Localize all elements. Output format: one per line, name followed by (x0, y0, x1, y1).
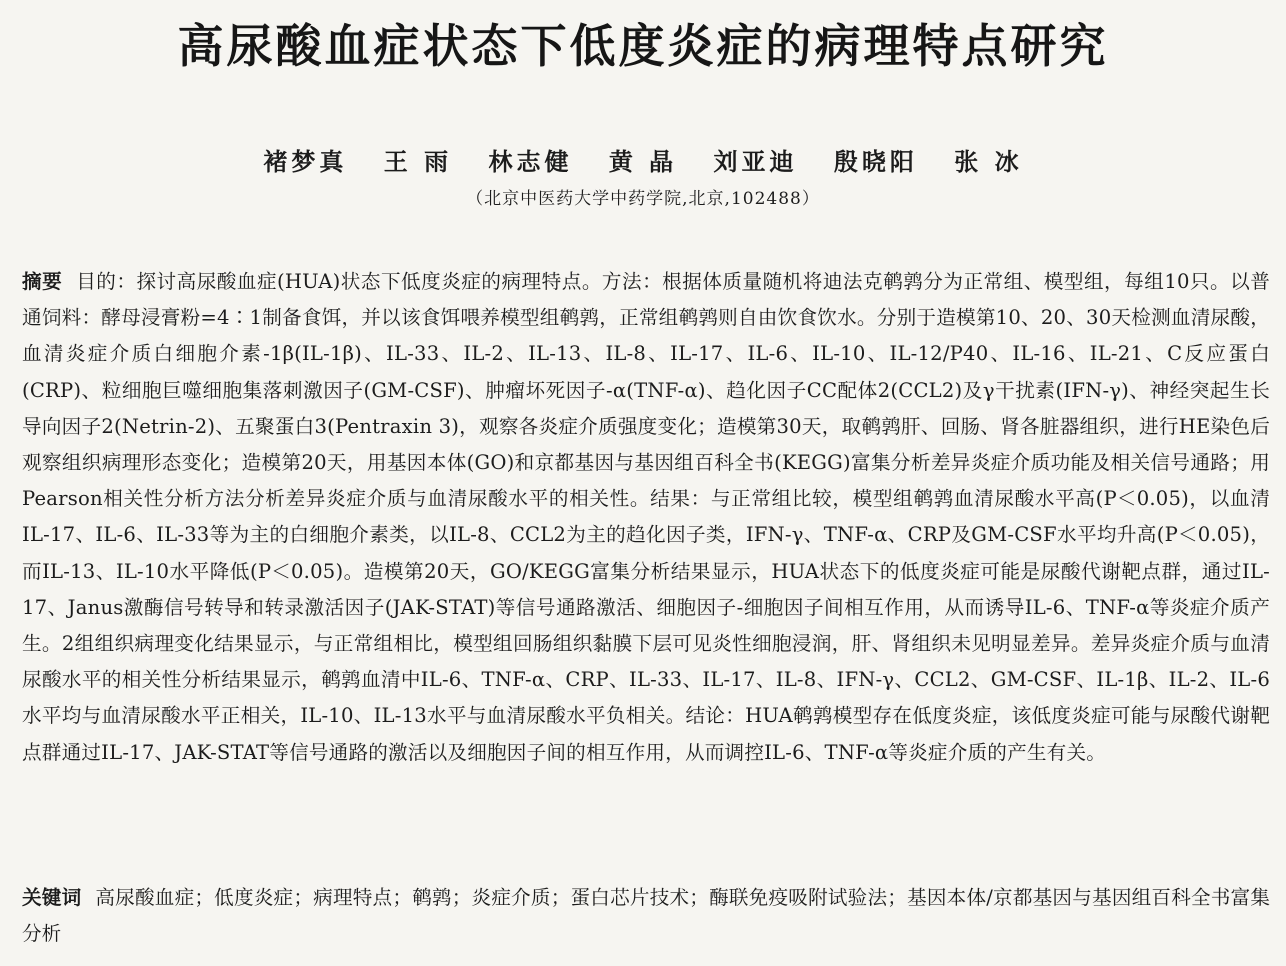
author-name: 张 冰 (954, 147, 1023, 176)
paper-title: 高尿酸血症状态下低度炎症的病理特点研究 (177, 19, 1109, 73)
author-name: 王 雨 (383, 147, 453, 176)
affiliation: （北京中医药大学中药学院,北京,102488） (466, 189, 820, 209)
keywords-label: 关键词 (22, 886, 82, 909)
author-name: 殷晓阳 (833, 147, 918, 176)
abstract-label: 摘要 (22, 270, 63, 293)
author-name: 黄 晶 (608, 147, 678, 176)
keywords (22, 880, 1270, 952)
author-name: 褚梦真 (263, 147, 348, 176)
author-name: 刘亚迪 (713, 147, 798, 176)
abstract-text: 目的：探讨高尿酸血症(HUA)状态下低度炎症的病理特点。方法：根据体质量随机将迪法克鹌鹑分为正常组、模型组，每组10只。以普通饲料：酵母浸膏粉=4∶1制备食饵，并以该食饵喂养模型组鹌鹑，正常组鹌鹑则自由饮食饮水。分别于造模第10、20、30天检测血清尿酸，血清炎症介质白细胞介素-1β(IL-1β)、IL-33、IL-2、IL-13、IL-8、IL-17、IL-6、IL-10、IL-12/P40、IL-16、IL-21、C反应蛋白(CRP)、粒细胞巨噬细胞集落刺激因子(GM-CSF)、肿瘤坏死因子-α(TNF-α)、趋化因子CC配体2(CCL2)及γ干扰素(IFN-γ)、神经突起生长导向因子2(Netrin-2)、五聚蛋白3(Pentraxin 3)，观察各炎症介质强度变化；造模第30天，取鹌鹑肝、回肠、肾各脏器组织，进行HE染色后观察组织病理形态变化；造模第20天，用基因本体(GO)和京都基因与基因组百科全书(KEGG)富集分析差异炎症介质功能及相关信号通路；用Pearson相关性分析方法分析差异炎症介质与血清尿酸水平的相关性。结果：与正常组比较，模型组鹌鹑血清尿酸水平高(P＜0.05)，以血清IL-17、IL-6、IL-33等为主的白细胞介素类，以IL-8、CCL2为主的趋化因子类，IFN-γ、TNF-α、CRP及GM-CSF水平均升高(P＜0.05)，而IL-13、IL-10水平降低(P＜0.05)。造模第20天，GO/KEGG富集分析结果显示，HUA状态下的低度炎症可能是尿酸代谢靶点群，通过IL-17、Janus激酶信号转导和转录激活因子(JAK-STAT)等信号通路激活、细胞因子-细胞因子间相互作用，从而诱导IL-6、TNF-α等炎症介质产生。2组组织病理变化结果显示，与正常组相比，模型组回肠组织黏膜下层可见炎性细胞浸润，肝、肾组织未见明显差异。差异炎症介质与血清尿酸水平的相关性分析结果显示，鹌鹑血清中IL-6、TNF-α、CRP、IL-33、IL-17、IL-8、IFN-γ、CCL2、GM-CSF、IL-1β、IL-2、IL-6水平均与血清尿酸水平正相关，IL-10、IL-13水平与血清尿酸水平负相关。结论：HUA鹌鹑模型存在低度炎症，该低度炎症可能与尿酸代谢靶点群通过IL-17、JAK-STAT等信号通路的激活以及细胞因子间的相互作用，从而调控IL-6、TNF-α等炎症介质的产生有关。 (22, 270, 1270, 764)
author-list (0, 146, 1286, 178)
abstract (22, 264, 1270, 771)
author-name: 林志健 (488, 147, 573, 176)
keywords-text: 高尿酸血症；低度炎症；病理特点；鹌鹑；炎症介质；蛋白芯片技术；酶联免疫吸附试验法；基因本体/京都基因与基因组百科全书富集分析 (22, 886, 1270, 945)
